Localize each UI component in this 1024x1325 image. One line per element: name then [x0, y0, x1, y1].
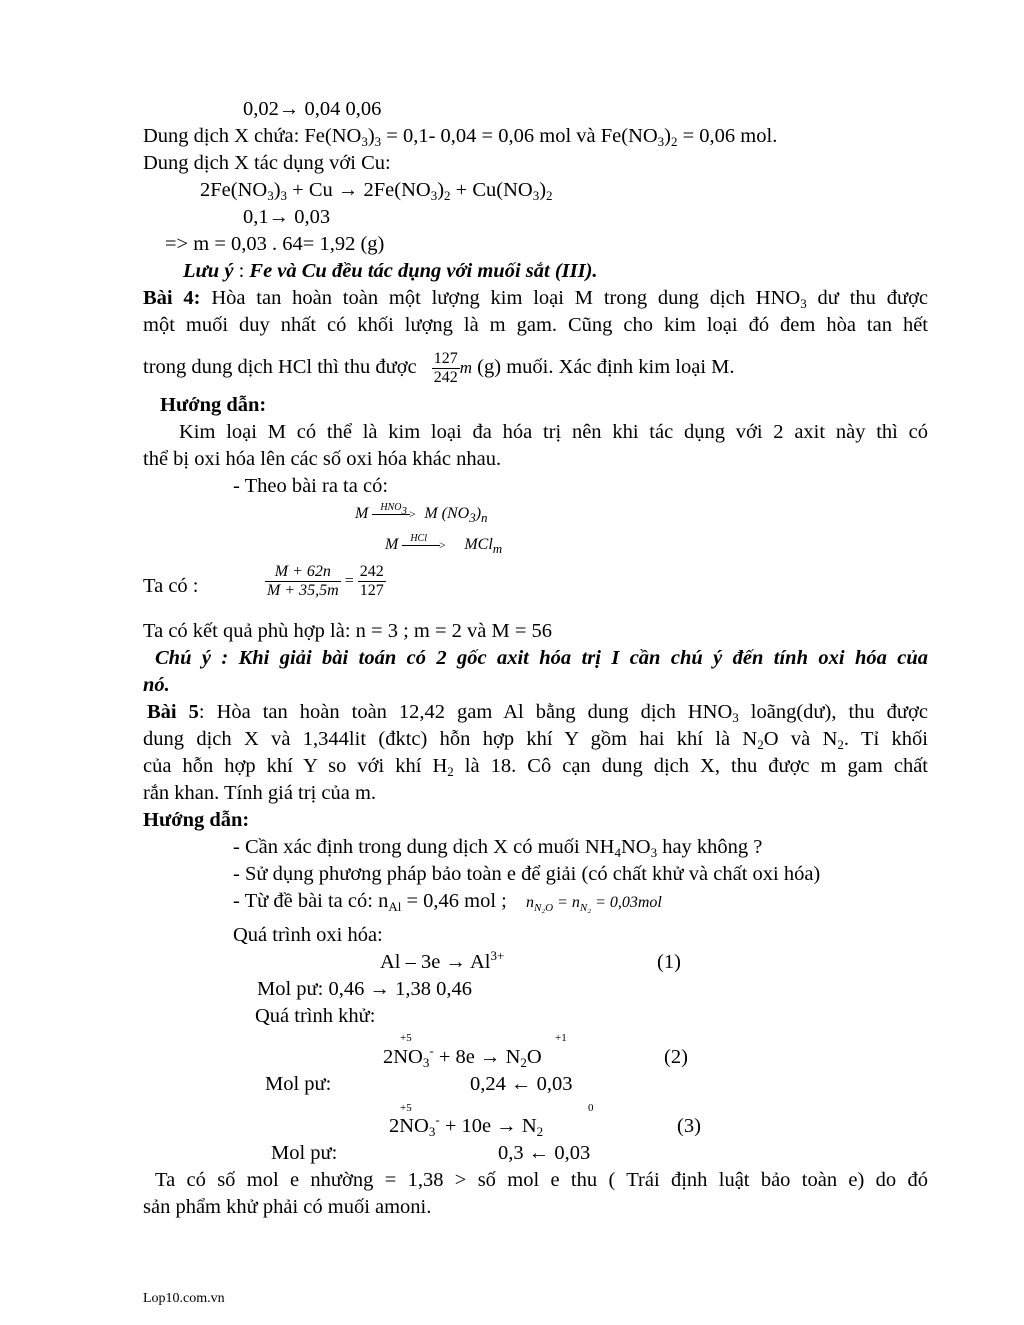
hd1-bullet: - Theo bài ra ta có: — [233, 475, 389, 497]
reduction-eq-number-2: (2) — [664, 1046, 688, 1068]
bai-5-line-1: Bài 5: Hòa tan hoàn toàn 12,42 gam Al bằng dung dịch $HNO_3$ loãng(dư), thu được — [147, 701, 928, 725]
reaction-arrow-hcl: HCl > — [402, 538, 446, 552]
solution-x-line: Dung dịch X chứa: $Fe(NO_3)_3 = 0,1-$ 0,04 = 0,06 mol và $Fe(NO_3)_2 = 0,06$ mol. — [143, 125, 778, 149]
hd2-bullet-3: - Từ đề bài ta có: $n_{Al} = 0,46$ mol ; $n_{N_2O} = n_{N_2} = 0,03mol$ — [233, 890, 662, 914]
conclusion-line-1: Ta có số mol e nhường = 1,38 > số mol e thu ( Trái định luật bảo toàn e) do đó — [155, 1169, 928, 1191]
conclusion-line-2: sản phẩm khử phải có muối amoni. — [143, 1196, 432, 1218]
equation-hcl: M HCl > MCl$_m$ — [385, 533, 503, 556]
luu-y-note: Lưu ý : Fe và Cu đều tác dụng với muối sắt (III). — [183, 260, 598, 282]
chu-y-line-1: Chú ý : Khi giải bài toán có 2 gốc axit hóa trị I cần chú ý đến tính oxi hóa của — [155, 647, 928, 669]
reduction-mol-label-2: Mol pư: — [271, 1142, 338, 1164]
bai-5-line-2: dung dịch X và 1,344lit (đktc) hỗn hợp khí Y gồm hai khí là $N_2O$ và $N_2$. Tỉ khối — [143, 728, 928, 752]
bai-4-line-2: một muối duy nhất có khối lượng là m gam. Cũng cho kim loại đó đem hòa tan hết — [143, 314, 928, 336]
reduction-eq-n2: $2NO_3^- + 10e \to N_2$ — [389, 1112, 544, 1139]
ox-state-n-zero: 0 — [588, 1102, 594, 1114]
mol-line-1: 0,02→ 0,04 0,06 — [243, 98, 382, 120]
hd1-para-line-2: thể bị oxi hóa lên các số oxi hóa khác nhau. — [143, 448, 502, 470]
hd1-para-line-1: Kim loại M có thể là kim loại đa hóa trị nên khi tác dụng với 2 axit này thì có — [179, 421, 928, 443]
footer-site-name: Lop10.com.vn — [143, 1291, 225, 1306]
hd2-bullet-1: - Cần xác định trong dung dịch X có muối $NH_4NO_3$ hay không ? — [233, 836, 763, 860]
oxidation-equation: $Al - 3e \to Al^{3+}$ — [380, 948, 505, 973]
reduction-eq-n2o: $2NO_3^- + 8e \to N_2O$ — [383, 1043, 542, 1070]
reduction-mol-label-1: Mol pư: — [265, 1073, 332, 1095]
ox-state-n-plus5-2: +5 — [400, 1102, 412, 1114]
ratio-equation: $\frac{M + 62n}{M + 35,5m}$ = $\frac{242}{127}$ — [267, 563, 384, 599]
ratio-right-fraction: $\frac{242}{127}$ — [359, 563, 384, 599]
reduction-eq-number-3: (3) — [677, 1115, 701, 1137]
chu-y-line-2: nó. — [143, 674, 170, 696]
reduction-mol-values-1: 0,24 ← 0,03 — [470, 1073, 573, 1095]
reduction-title: Quá trình khử: — [255, 1005, 376, 1027]
ox-state-n-plus5-1: +5 — [400, 1032, 412, 1044]
reduction-mol-values-2: 0,3 ← 0,03 — [498, 1142, 591, 1164]
oxidation-title: Quá trình oxi hóa: — [233, 924, 383, 946]
fraction-127-242: $\frac{127}{242}$ — [433, 350, 458, 386]
solution-x-cu-line: Dung dịch X tác dụng với Cu: — [143, 152, 391, 174]
mol-equality-formula: $n_{N_2O} = n_{N_2} = 0,03mol$ — [525, 894, 662, 914]
ta-co-label: Ta có : — [143, 575, 199, 597]
huong-dan-heading-2: Hướng dẫn: — [143, 809, 250, 831]
bai-4-line-3: trong dung dịch HCl thì thu được $\frac{127}{242}$ m (g) muối. Xác định kim loại M. — [143, 350, 735, 386]
reaction-arrow-hno3: $HNO_3$ > — [372, 507, 416, 521]
reaction-fe-cu: $2Fe(NO_3)_3 + Cu \to 2Fe(NO_3)_2 + Cu(NO_3)_2$ — [200, 179, 553, 203]
huong-dan-heading-1: Hướng dẫn: — [160, 394, 267, 416]
ratio-left-fraction: $\frac{M + 62n}{M + 35,5m}$ — [267, 563, 339, 599]
bai-5-line-3: của hỗn hợp khí Y so với khí $H_2$ là 18. Cô cạn dung dịch X, thu được m gam chất — [143, 755, 928, 779]
oxidation-eq-number: (1) — [657, 951, 681, 973]
ox-state-n-plus1: +1 — [555, 1032, 567, 1044]
mol-line-2: 0,1→ 0,03 — [243, 206, 331, 228]
equation-hno3: M $HNO_3$ > M $(NO_3)_n$ — [355, 502, 488, 525]
bai-5-line-4: rắn khan. Tính giá trị của m. — [143, 782, 377, 804]
result-m-line: => m = 0,03 . 64= 1,92 (g) — [165, 233, 385, 255]
hd2-bullet-2: - Sử dụng phương pháp bảo toàn e để giải (có chất khử và chất oxi hóa) — [233, 863, 821, 885]
oxidation-mol-line: Mol pư: 0,46 → 1,38 0,46 — [257, 978, 472, 1000]
bai-4-line-1: Bài 4: Hòa tan hoàn toàn một lượng kim loại M trong dung dịch $HNO_3$ dư thu được — [143, 287, 929, 311]
ket-qua-line: Ta có kết quả phù hợp là: n = 3 ; m = 2 và M = 56 — [143, 620, 553, 642]
